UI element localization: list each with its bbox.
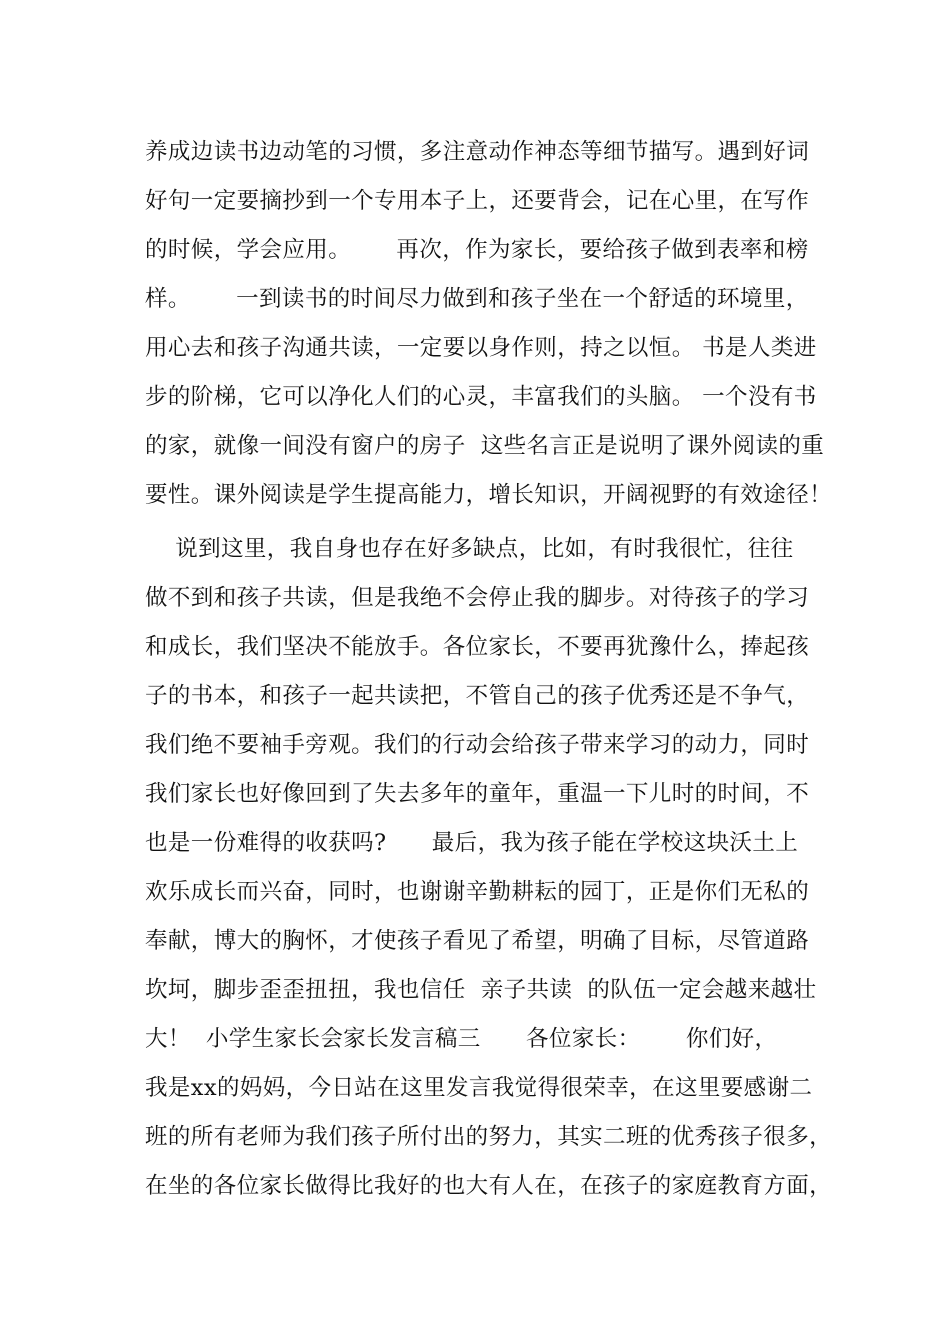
- text-line: 的时候，学会应用。 再次，作为家长，要给孩子做到表率和榜: [145, 237, 809, 263]
- text-line: 子的书本，和孩子一起共读把，不管自己的孩子优秀还是不争气，: [145, 683, 810, 709]
- text-line: 用心去和孩子沟通共读，一定要以身作则，持之以恒。 书是人类进: [145, 335, 817, 361]
- text-line: 奉献，博大的胸怀，才使孩子看见了希望，明确了目标，尽管道路: [145, 928, 810, 954]
- text-line: 养成边读书边动笔的习惯，多注意动作神态等细节描写。遇到好词: [145, 139, 810, 165]
- text-line: 的家，就像一间没有窗户的房子 这些名言正是说明了课外阅读的重: [145, 433, 825, 459]
- text-line: 也是一份难得的收获吗? 最后，我为孩子能在学校这块沃土上: [145, 830, 799, 856]
- text-line: 在坐的各位家长做得比我好的也大有人在，在孩子的家庭教育方面，: [145, 1173, 833, 1199]
- text-line: 我们绝不要袖手旁观。我们的行动会给孩子带来学习的动力，同时: [145, 732, 810, 758]
- text-line: 步的阶梯，它可以净化人们的心灵，丰富我们的头脑。 一个没有书: [145, 384, 817, 410]
- text-line: 要性。课外阅读是学生提高能力，增长知识，开阔视野的有效途径！: [145, 482, 833, 508]
- text-line: 坎坷，脚步歪歪扭扭，我也信任 亲子共读 的队伍一定会越来越壮: [145, 977, 817, 1003]
- text-line: 说到这里，我自身也存在好多缺点，比如，有时我很忙，往往: [145, 536, 794, 562]
- text-line: 我是xx的妈妈，今日站在这里发言我觉得很荣幸，在这里要感谢二: [145, 1075, 813, 1101]
- text-line: 班的所有老师为我们孩子所付出的努力，其实二班的优秀孩子很多，: [145, 1124, 833, 1150]
- text-line: 和成长，我们坚决不能放手。各位家长，不要再犹豫什么，捧起孩: [145, 634, 810, 660]
- text-line: 大！ 小学生家长会家长发言稿三 各位家长： 你们好，: [145, 1026, 778, 1052]
- text-line: 好句一定要摘抄到一个专用本子上，还要背会，记在心里，在写作: [145, 188, 810, 214]
- text-line: 欢乐成长而兴奋，同时，也谢谢辛勤耕耘的园丁，正是你们无私的: [145, 879, 810, 905]
- text-line: 样。 一到读书的时间尽力做到和孩子坐在一个舒适的环境里，: [145, 286, 809, 312]
- text-line: 做不到和孩子共读，但是我绝不会停止我的脚步。对待孩子的学习: [145, 585, 810, 611]
- text-line: 我们家长也好像回到了失去多年的童年，重温一下儿时的时间，不: [145, 781, 810, 807]
